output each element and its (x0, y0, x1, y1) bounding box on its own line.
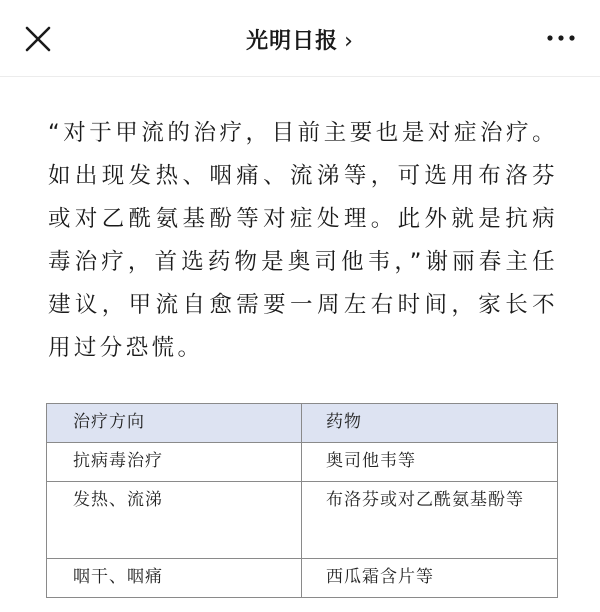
table-header-row (47, 404, 558, 443)
chevron-right-icon: › (344, 29, 354, 54)
account-title-link[interactable] (0, 24, 600, 55)
table-cell: 抗病毒治疗 (47, 443, 302, 482)
top-nav-bar (0, 0, 600, 77)
account-name: 光明日报 (246, 29, 339, 54)
table-cell: 咽干、咽痛 (47, 559, 302, 598)
table-row (47, 482, 558, 559)
header-medication: 药物 (301, 404, 557, 443)
table-cell: 奥司他韦等 (301, 443, 557, 482)
treatment-table (46, 403, 558, 598)
table-row (47, 443, 558, 482)
table-cell: 西瓜霜含片等 (301, 559, 557, 598)
table-row (47, 559, 558, 598)
table-cell: 布洛芬或对乙酰氨基酚等 (301, 482, 557, 559)
more-dots-icon[interactable] (546, 30, 576, 46)
article-paragraph: “对于甲流的治疗，目前主要也是对症治疗。如出现发热、咽痛、流涕等，可选用布洛芬或对乙酰氨基酚等对症处理。此外就是抗病毒治疗，首选药物是奥司他韦，”谢丽春主任建议，甲流自愈需要一周左右时间，家长不用过分恐慌。 (48, 120, 558, 361)
header-treatment-direction: 治疗方向 (47, 404, 302, 443)
table-cell: 发热、流涕 (47, 482, 302, 559)
